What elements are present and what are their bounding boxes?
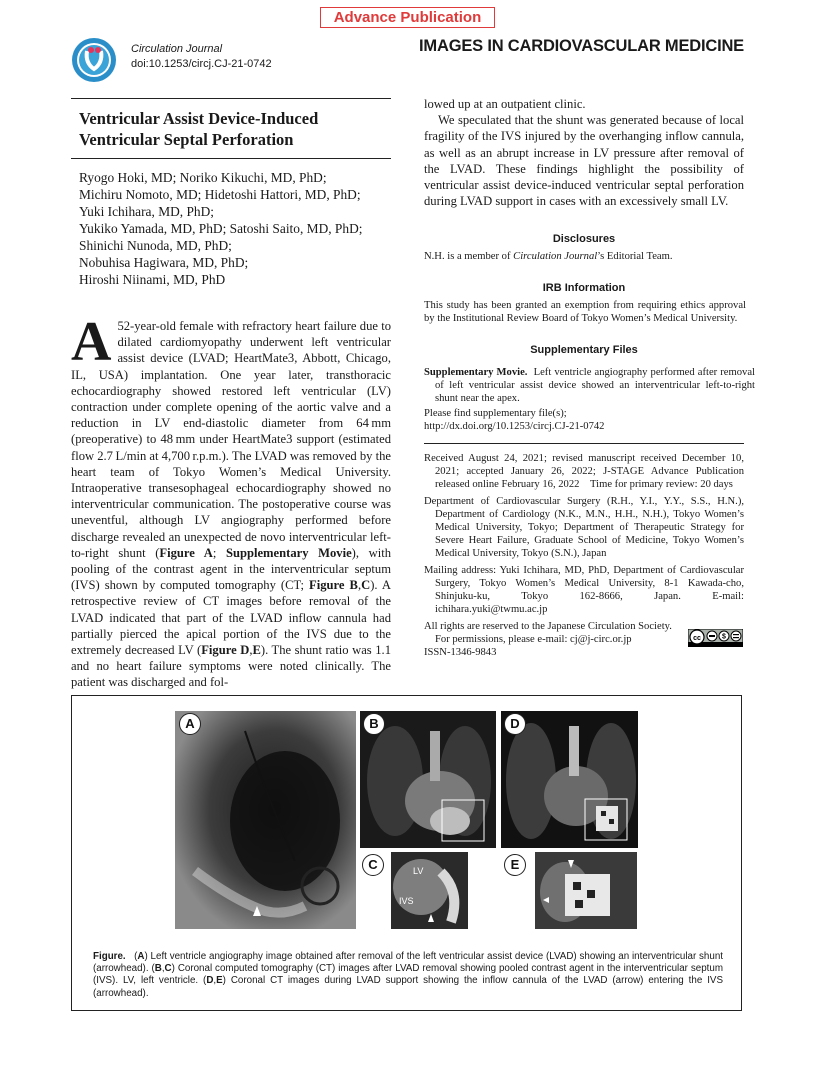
ref-figure-b[interactable]: Figure B — [309, 578, 358, 593]
ref-figure-e[interactable]: E — [252, 643, 261, 658]
section-heading: IMAGES IN CARDIOVASCULAR MEDICINE — [419, 37, 744, 55]
affiliations: Department of Cardiovascular Surgery (R.H., Y.I., Y.Y., S.S., H.N.), Department of Cardiology (N.K., M.N., H.H., N.H.), Tokyo Women’s Medical University, Tokyo; Department of Therapeutic Strategy for Severe Heart Failure, Graduate School of Medicine, Tokyo Women’s Medical University, Tokyo (S.N.), Japan — [424, 496, 744, 559]
received-dates: Received August 24, 2021; revised manuscript received December 10, 2021; accepted January 26, 2022; J-STAGE Advance Publication released online February 16, 2022 Time for primary review: 20 days — [424, 453, 744, 490]
supplementary-link[interactable]: http://dx.doi.org/10.1253/circj.CJ-21-0742 — [424, 421, 605, 432]
figure-caption: Figure. (A) Left ventricle angiography image obtained after removal of the left ventricular assist device (LVAD) showing an interventricular shunt (arrowhead). (B,C) Coronal computed tomography (CT) images after LVAD removal showing pooled contrast agent in the interventricular septum (IVS). LV, left ventricle. (D,E) Coronal CT images during LVAD support showing the inflow cannula of the LVAD (arrow) entering the IVS (arrowhead). — [93, 951, 723, 999]
drop-cap: A — [71, 311, 112, 373]
journal-doi: doi:10.1253/circj.CJ-21-0742 — [131, 58, 272, 70]
issn: ISSN-1346-9843 — [424, 647, 497, 658]
irb-heading: IRB Information — [542, 282, 626, 294]
panel-label-a: A — [179, 713, 201, 735]
supplementary-heading: Supplementary Files — [530, 344, 638, 356]
journal-name: Circulation Journal — [131, 43, 223, 55]
article-body-right — [424, 96, 744, 209]
permissions-email[interactable]: For permissions, please e-mail: cj@j-circ.or.jp — [435, 634, 632, 645]
panel-c-label-lv: LV — [413, 866, 424, 876]
article-body-left: A 52-year-old female with refractory heart failure due to dilated cardiomyopathy underwent left ventricular assist device (LVAD; HeartMate3, Abbott, Chicago, IL, USA) implantation. One year later, transthoracic echocardiography showed restored left ventricular (LV) contraction under complete opening of the aortic valve and a reduction in LV end-diastolic diameter from 64 mm (preoperative) to 48 mm under HeartMate3 support (estimated flow 2.7 L/min at 4,700 r.p.m.). The LVAD was removed by the heart team of Tokyo Women’s Medical University. Intraoperative transesophageal echocardiography showed no interventricular communication. The postoperative course was uneventful, although LV angiography performed before discharge revealed an unexpected de novo interventricular left-to-right shunt (Figure A; Supplementary Movie), with pooling of the contrast agent in the interventricular septum (IVS) shown by computed tomography (CT; Figure B,C). A retrospective review of CT images before removal of the LVAD indicated that part of the LVAD inflow cannula had partially pierced the apical portion of the IVS due to the extremely decreased LV (Figure D,E). The shunt ratio was 1.1 and no heart failure symptoms were noted clinically. The patient was discharged and fol- — [71, 311, 391, 690]
title-bottom-rule — [71, 158, 391, 159]
ref-figure-c[interactable]: C — [361, 578, 371, 593]
supplementary-link-block: Please find supplementary file(s); http://dx.doi.org/10.1253/circj.CJ-21-0742 — [424, 407, 744, 433]
disclosures-text: N.H. is a member of Circulation Journal’s Editorial Team. — [424, 251, 673, 262]
supplementary-movie-description: Supplementary Movie. Left ventricle angiography performed after removal of left ventricular assist device showed an interventricular left-to-right shunt near the apex. — [424, 367, 755, 404]
article-notes — [424, 452, 744, 659]
panel-label-e: E — [504, 854, 526, 876]
paragraph-2: We speculated that the shunt was generated because of local fragility of the IVS injured by the overhanging inflow cannula, as well as an abrupt increase in LV pressure after removal of the LVAD. These findings highlight the possibility of ventricular assist device-induced ventricular septal perforation during LVAD support in cases with an excessively small LV. — [424, 113, 744, 209]
creative-commons-license-icon[interactable] — [688, 629, 743, 647]
figure-panel-c[interactable] — [391, 852, 468, 929]
mailing-address: Mailing address: Yuki Ichihara, MD, PhD, Department of Cardiovascular Surgery, Tokyo Women’s Medical University, 8-1 Kawada-cho, Shinjuku-ku, Tokyo 162-8666, Japan. E-mail: ichihara.yuki@twmu.ac.jp — [424, 565, 744, 615]
panel-label-c: C — [362, 854, 384, 876]
notes-rule — [424, 443, 744, 444]
ref-figure-a[interactable]: Figure A — [159, 545, 213, 560]
figure-panel-e[interactable] — [535, 852, 637, 929]
author-list: Ryogo Hoki, MD; Noriko Kikuchi, MD, PhD; Michiru Nomoto, MD; Hidetoshi Hattori, MD, PhD; Yuki Ichihara, MD, PhD; Yukiko Yamada, MD, PhD; Satoshi Saito, MD, PhD; Shinichi Nunoda, MD, PhD; Nobuhisa Hagiwara, MD, PhD; Hiroshi Niinami, MD, PhD — [79, 170, 363, 287]
title-top-rule — [71, 98, 391, 99]
journal-logo-icon — [71, 37, 117, 83]
irb-text: This study has been granted an exemption from requiring ethics approval by the Institutional Review Board of Tokyo Women’s Medical University. — [424, 300, 746, 324]
disclosures-heading: Disclosures — [552, 233, 616, 245]
figure-panel-a[interactable] — [175, 711, 356, 929]
panel-c-label-ivs: IVS — [399, 896, 414, 906]
panel-label-d: D — [504, 713, 526, 735]
panel-label-b: B — [363, 713, 385, 735]
rights-statement: All rights are reserved to the Japanese Circulation Society. — [424, 621, 672, 632]
svg-text:cc: cc — [693, 635, 701, 642]
svg-text:$: $ — [722, 633, 726, 641]
advance-publication-label: Advance Publication — [320, 7, 495, 28]
article-title: Ventricular Assist Device-Induced Ventricular Septal Perforation — [79, 109, 319, 149]
paragraph-continuation: lowed up at an outpatient clinic. — [424, 97, 586, 111]
ref-supplementary-movie[interactable]: Supplementary Movie — [225, 545, 352, 560]
ref-figure-d[interactable]: Figure D — [201, 643, 250, 658]
